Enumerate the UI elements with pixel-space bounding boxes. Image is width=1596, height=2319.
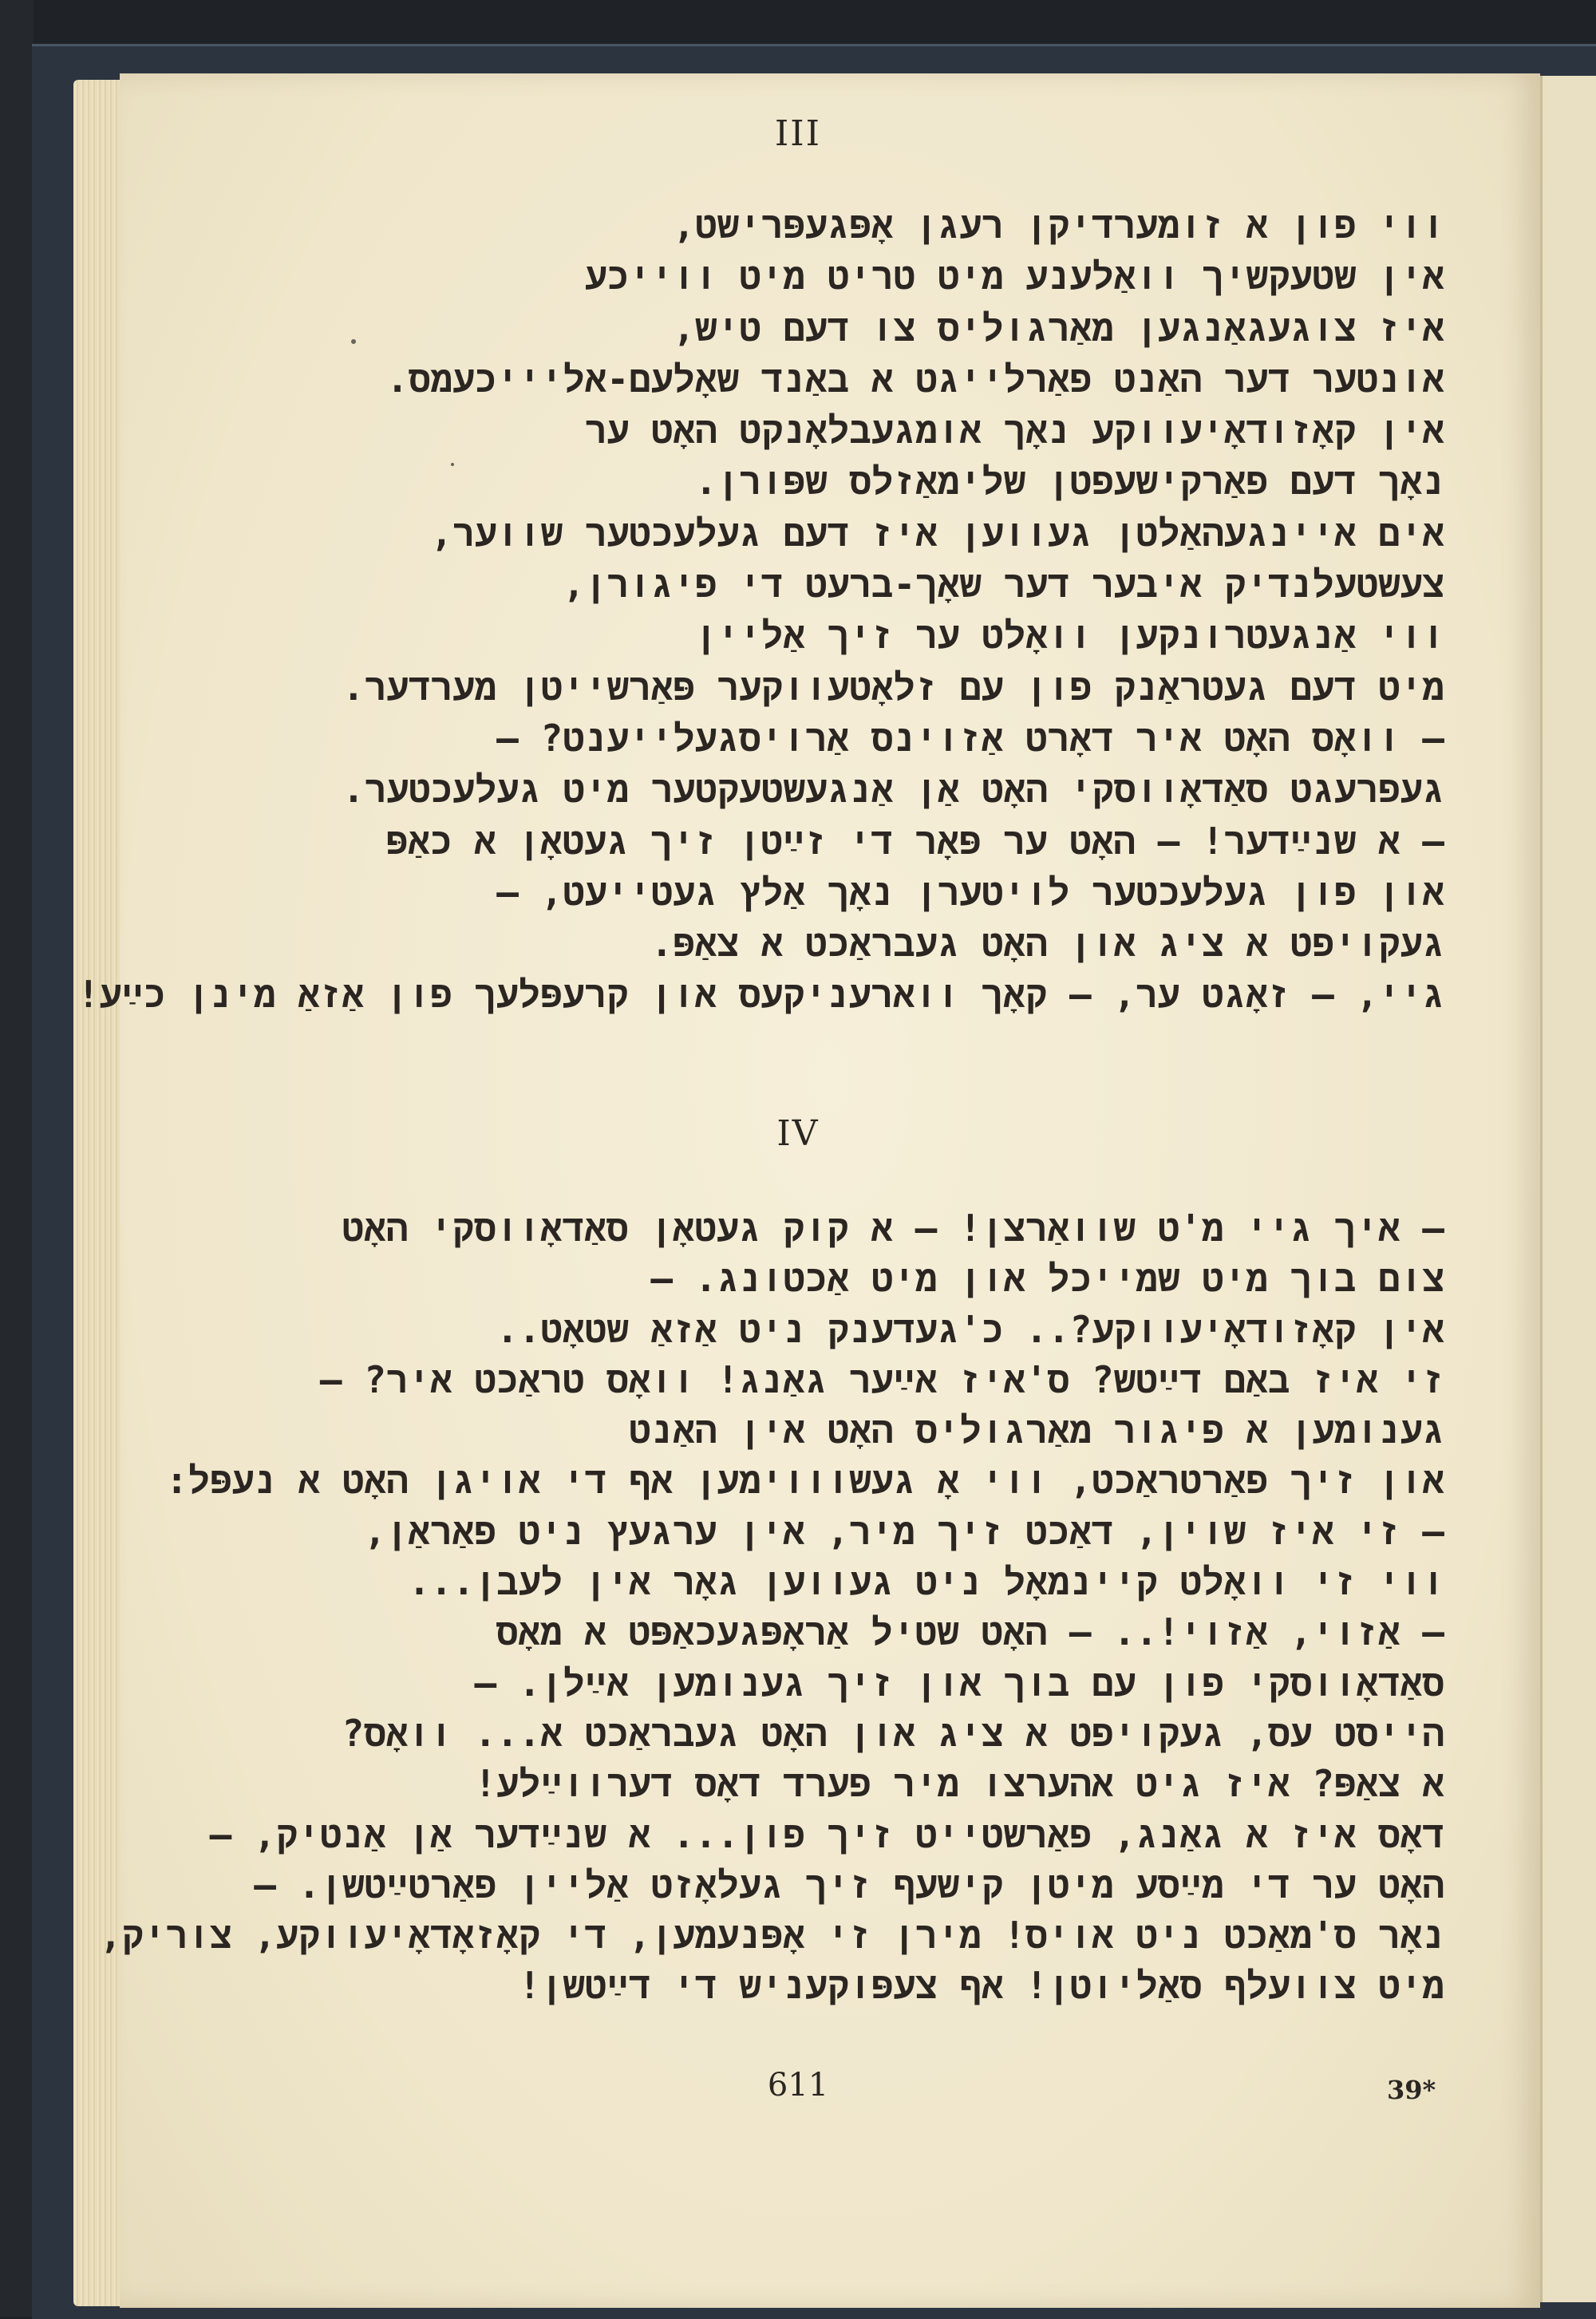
paper-speck [351, 339, 356, 344]
page-number: 611 [767, 2067, 829, 2104]
text-line: האָט ער די מײַסע מיטן קישעף זיך געלאָזט אַליין פאַרטײַטשן. — [254, 1863, 1444, 1906]
text-line: געקויפט א ציג און האָט געבראַכט א צאַפּ. [650, 922, 1444, 966]
text-line: ווי אַנגעטרונקען וואָלט ער זיך אַליין [694, 614, 1444, 658]
text-line: אין שטעקשיך וואַלענע מיט טריט מיט ווייכע [584, 255, 1444, 298]
cover-edge [0, 0, 34, 2317]
section-number-3: III [774, 113, 822, 154]
text-line: — איך גיי מ'ט שוואַרצן! — א קוק געטאָן סאַדאָווסקי האָט [342, 1207, 1444, 1250]
poem-block-1 [77, 200, 1444, 1021]
text-line: דאָס איז א גאַנג, פאַרשטייט זיך פון... א שנײַדער אַן אַנטיק, — [209, 1812, 1444, 1856]
paper-speck [451, 463, 454, 466]
text-line: — אַזוי, אַזוי!.. — האָט שטיל אַראָפּגעכאַפּט א מאָס [496, 1610, 1444, 1654]
text-line: אין קאָזודאָיעווקע?.. כ'געדענק ניט אַזאַ שטאָט.. [496, 1307, 1444, 1351]
poem-block-2 [99, 1203, 1444, 2012]
text-line: א צאַפּ? איז גיט אהערצו מיר פערד דאָס דערווײַלע! [474, 1762, 1444, 1806]
text-line: איז צוגעגאַנגען מאַרגוליס צו דעם טיש, [673, 306, 1444, 350]
text-line: ווי פון א זומערדיקן רעגן אָפּגעפּרישט, [673, 203, 1444, 247]
text-line: אין קאָזודאָיעווקע נאָך אומגעבלאָנקט האָט ער [584, 409, 1444, 452]
text-line: גענומען א פיגור מאַרגוליס האָט אין האַנט [629, 1408, 1444, 1452]
text-line: — א שנײַדער! — האָט ער פּאָר די זײַטן זיך געטאָן א כאַפּ [385, 819, 1444, 863]
text-line: מיט דעם געטראַנק פון עם זלאָטעווקער פּאַרשייטן מערדער. [342, 665, 1444, 709]
text-line: גיי, — זאָגט ער, — קאָך ווארעניקעס און קרעפּלעך פון אַזאַ מינן כײַע! [77, 973, 1444, 1017]
text-line: אונטער דער האַנט פאַרלייגט א באַנד שאָלעם-אליייכעמס. [386, 357, 1444, 401]
text-line: צעשטעלנדיק איבער דער שאָך-ברעט די פיגורן, [563, 563, 1444, 606]
next-page-edge [1540, 76, 1596, 2302]
text-line: — זי איז שוין, דאַכט זיך מיר, אין ערגעץ ניט פאַראַן, [364, 1509, 1444, 1553]
text-line: זי איז באַם דײַטש? ס'איז אײַער גאַנג! וואָס טראַכט איר? — [319, 1357, 1444, 1401]
text-line: הייסט עס, געקויפט א ציג און האָט געבראַכט א... וואָס? [342, 1711, 1444, 1755]
text-line: צום בוך מיט שמייכל און מיט אַכטונג. — [650, 1257, 1444, 1301]
text-line: סאַדאָווסקי פון עם בוך און זיך גענומען אײַלן. — [474, 1661, 1444, 1705]
text-line: און זיך פאַרטראַכט, ווי אָ געשוווימען אף די אויגן האָט א נעפּל: [165, 1459, 1444, 1503]
section-number-4: IV [776, 1113, 820, 1154]
text-line: געפרעגט סאַדאָווסקי האָט אַן אַנגעשטעקטער מיט געלעכטער. [342, 768, 1444, 812]
text-line: נאָך דעם פאַרקישעפטן שלימאַזלס שפּורן. [694, 460, 1444, 504]
signature-mark: 39* [1387, 2075, 1436, 2105]
text-line: נאָר ס'מאַכט ניט אויס! מירן זי אָפּנעמען, די קאָזאָדאָיעווקע, צוריק, [99, 1914, 1444, 1958]
text-line: מיט צוועלף סאַליוטן! אף צעפּוקעניש די דײַטשן! [518, 1964, 1444, 2008]
text-line: ווי זי וואָלט קיינמאָל ניט געווען גאָר אין לעבן... [408, 1560, 1444, 1604]
text-line: און פון געלעכטער לויטערן נאָך אַלץ געטייעט, — [496, 870, 1444, 914]
text-line: אים איינגעהאַלטן געווען איז דעם געלעכטער שווער, [430, 511, 1444, 555]
text-line: — וואָס האָט איר דאָרט אַזוינס אַרויסגעלייענט? — [496, 716, 1444, 760]
